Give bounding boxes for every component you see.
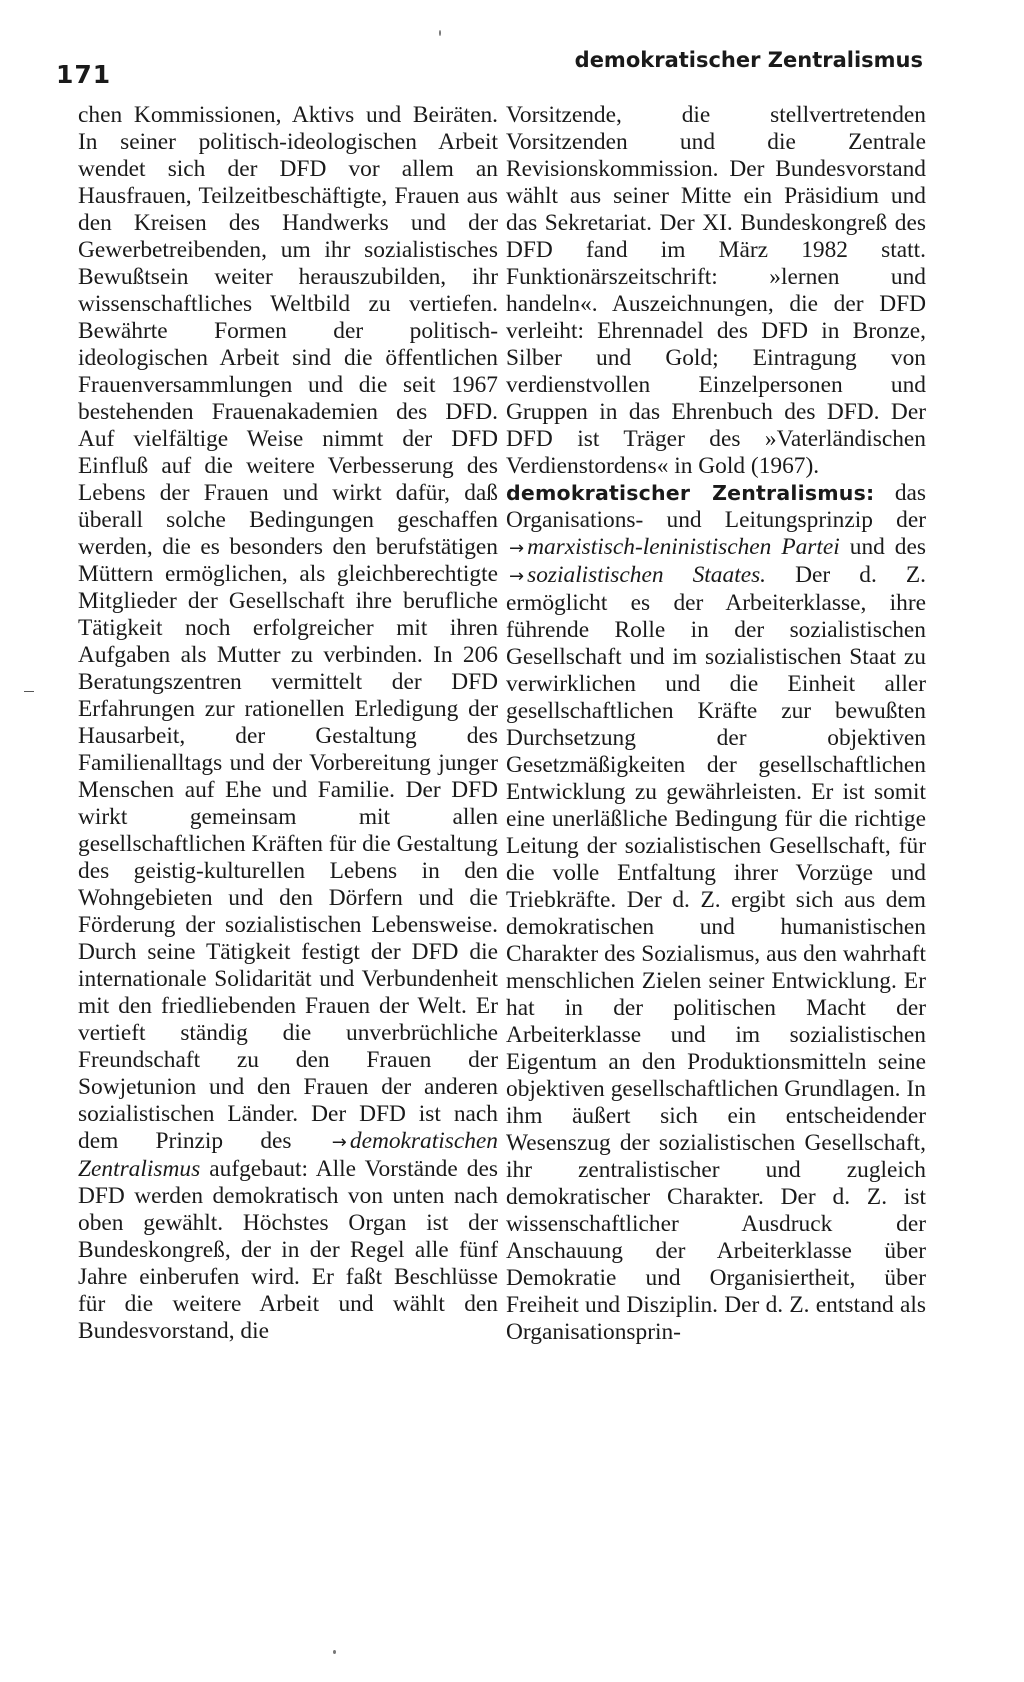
cross-reference-arrow-icon: →	[331, 1132, 347, 1153]
running-head: demokratischer Zentralismus	[574, 48, 923, 72]
dfd-text-part-2: aufgebaut: Alle Vorstände des DFD werden demokratisch von unten nach oben gewählt. Höchstes Organ ist der Bundeskongreß, der in der Regel alle fünf Jahre einberufen wird. Er faßt Beschlüsse für die weitere Arbeit und wählt den Bundesvorstand, die	[78, 1156, 498, 1344]
cross-reference-arrow-icon: →	[509, 538, 525, 559]
margin-mark	[24, 691, 34, 692]
entry-demokratischer-zentralismus	[506, 480, 926, 1346]
right-column	[506, 102, 926, 1346]
entry-text-part-1: das Organisations- und Leitungsprinzip der	[506, 480, 926, 533]
page-number: 171	[56, 60, 112, 89]
dfd-text-part-1: chen Kommissionen, Aktivs und Beiräten. In seiner politisch-ideologischen Arbeit wendet sich der DFD vor allem an Hausfrauen, Teilzeitbeschäftigte, Frauen aus den Kreisen des Handwerks und der Gewerbetreibenden, um ihr sozialistisches Bewußtsein weiter herauszubilden, ihr wissenschaftliches Weltbild zu vertiefen. Bewährte Formen der politisch-ideologischen Arbeit sind die öffentlichen Frauenversammlungen und die seit 1967 bestehenden Frauenakademien des DFD. Auf vielfältige Weise nimmt der DFD Einfluß auf die weitere Verbesserung des Lebens der Frauen und wirkt dafür, daß überall solche Bedingungen geschaffen werden, die es besonders den berufstätigen Müttern ermöglichen, als gleichberechtigte Mitglieder der Gesellschaft ihre berufliche Tätigkeit noch erfolgreicher mit ihren Aufgaben als Mutter zu verbinden. In 206 Beratungszentren vermittelt der DFD Erfahrungen zur rationellen Erledigung der Hausarbeit, der Gestaltung des Familienalltags und der Vorbereitung junger Menschen auf Ehe und Familie. Der DFD wirkt gemeinsam mit allen gesellschaftlichen Kräften für die Gestaltung des geistig-kulturellen Lebens in den Wohngebieten und den Dörfern und die Förderung der sozialistischen Lebensweise. Durch seine Tätigkeit festigt der DFD die internationale Solidarität und Verbundenheit mit den friedliebenden Frauen der Welt. Er vertieft ständig die unverbrüchliche Freundschaft zu den Frauen der Sowjetunion und den Frauen der anderen sozialistischen Länder. Der DFD ist nach dem Prinzip des	[78, 102, 498, 1154]
scan-speck	[439, 30, 441, 36]
entry-text-part-3: Der d. Z. ermöglicht es der Arbeiterklasse, ihre führende Rolle in der sozialistischen Gesellschaft und im sozialistischen Staat zu verwirklichen und die Einheit aller gesellschaftlichen Kräfte zur bewußten Durchsetzung der objektiven Gesetzmäßigkeiten der gesellschaftlichen Entwicklung zu gewährleisten. Er ist somit eine unerläßliche Bedingung für die richtige Leitung der sozialistischen Gesellschaft, für die volle Entfaltung ihrer Vorzüge und Triebkräfte. Der d. Z. ergibt sich aus dem demokratischen und humanistischen Charakter des Sozialismus, aus den wahrhaft menschlichen Zielen seiner Entwicklung. Er hat in der politischen Macht der Arbeiterklasse und im sozialistischen Eigentum an den Produktionsmitteln seine objektiven gesellschaftlichen Grundlagen. In ihm äußert sich ein entscheidender Wesenszug der sozialistischen Gesellschaft, ihr zentralistischer und zugleich demokratischer Charakter. Der d. Z. ist wissenschaftlicher Ausdruck der Anschauung der Arbeiterklasse über Demokratie und Organisiertheit, über Freiheit und Disziplin. Der d. Z. entstand als Organisationsprin-	[506, 562, 926, 1345]
dfd-entry-end: Vorsitzende, die stellvertretenden Vorsitzenden und die Zentrale Revisionskommission. Der Bundesvorstand wählt aus seiner Mitte ein Präsidium und das Sekretariat. Der XI. Bundeskongreß des DFD fand im März 1982 statt. Funktionärszeitschrift: »lernen und handeln«. Auszeichnungen, die der DFD verleiht: Ehrennadel des DFD in Bronze, Silber und Gold; Eintragung von verdienstvollen Einzelpersonen und Gruppen in das Ehrenbuch des DFD. Der DFD ist Träger des »Vaterländischen Verdienstordens« in Gold (1967).	[506, 102, 926, 479]
entry-headword: demokratischer Zentralismus:	[506, 481, 875, 505]
dfd-entry-continuation	[78, 102, 498, 1345]
scan-speck	[333, 1650, 336, 1654]
cross-reference-arrow-icon: →	[509, 566, 525, 587]
cross-reference-sozialistischen-staates[interactable]: sozialistischen Staates.	[527, 562, 767, 588]
entry-text-part-2: und des	[849, 534, 926, 560]
cross-reference-demokratischen-zentralismus[interactable]: demokratischen Zentralismus	[78, 1128, 498, 1182]
left-column	[78, 102, 498, 1345]
cross-reference-marxistisch-leninistischen-partei[interactable]: marxistisch-leninistischen Partei	[527, 534, 840, 560]
